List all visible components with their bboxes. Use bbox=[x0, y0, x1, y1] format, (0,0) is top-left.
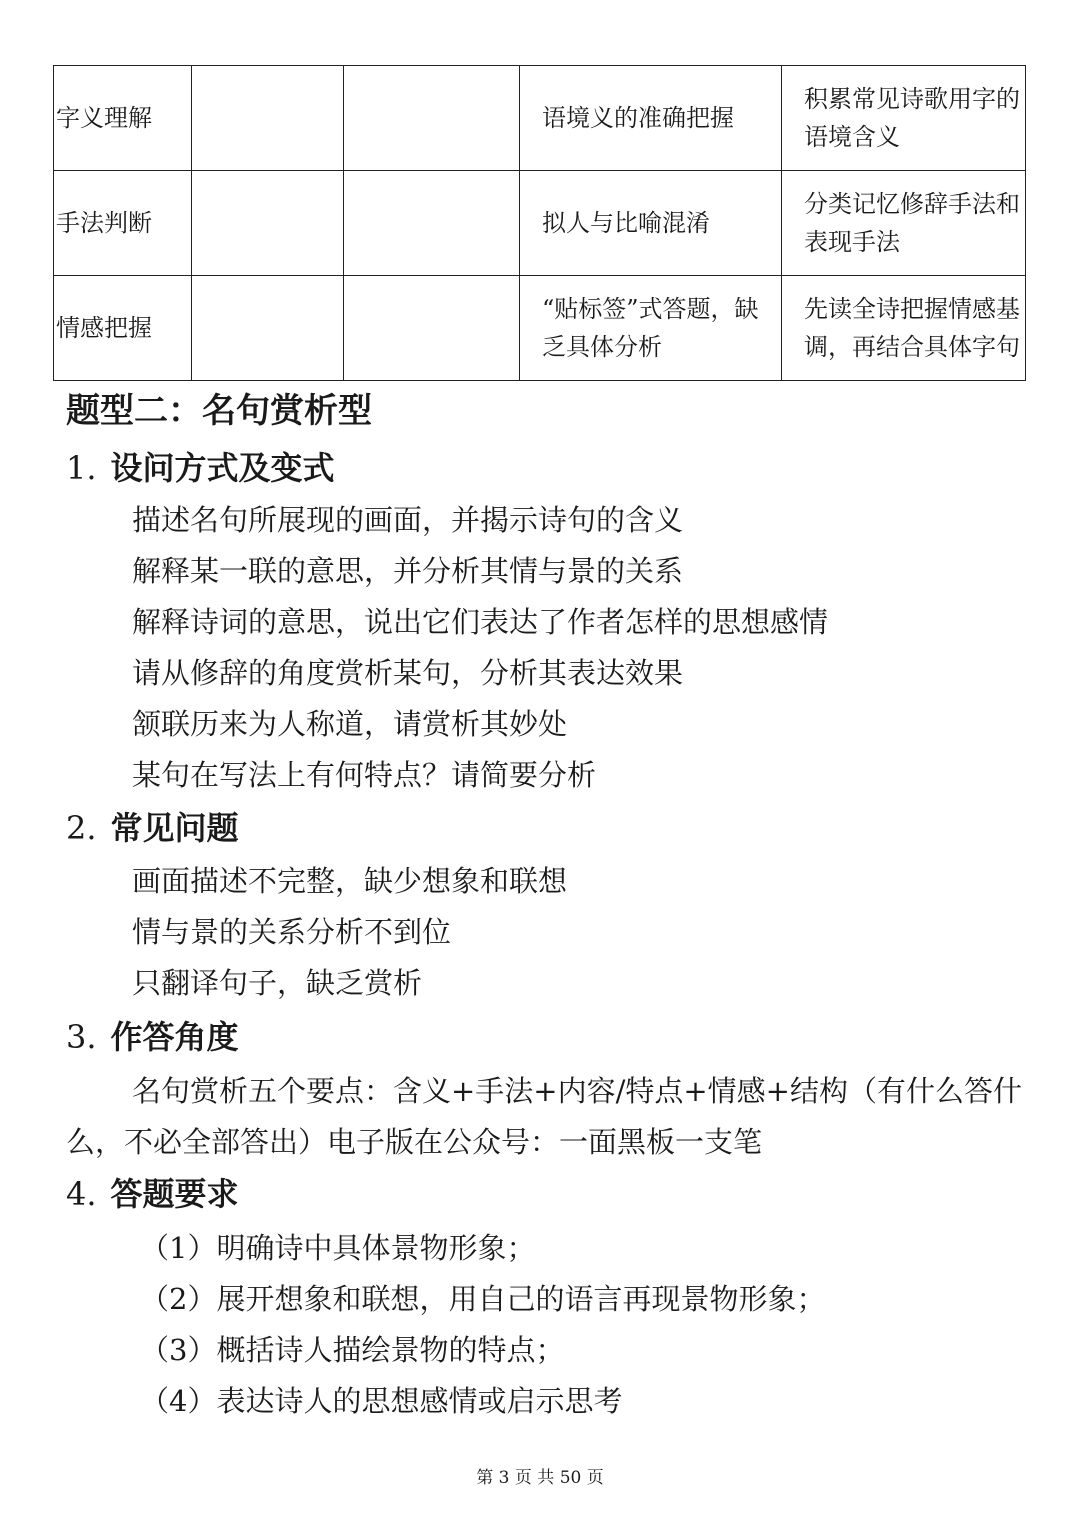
table-cell: 语境义的准确把握 bbox=[520, 66, 782, 171]
table-cell bbox=[192, 276, 344, 381]
section-heading bbox=[66, 1172, 239, 1216]
list-item: （3）概括诗人描绘景物的特点； bbox=[140, 1333, 565, 1367]
list-item: （2）展开想象和联想，用自己的语言再现景物形象； bbox=[140, 1282, 826, 1316]
table-cell: 情感把握 bbox=[54, 276, 192, 381]
paragraph: 名句赏析五个要点：含义+手法+内容/特点+情感+结构（有什么答什么，不必全部答出）电子版在公众号：一面黑板一支笔 bbox=[66, 1074, 1022, 1159]
list-item: 画面描述不完整，缺少想象和联想 bbox=[132, 864, 568, 898]
table-row bbox=[54, 171, 1026, 276]
section-heading bbox=[66, 446, 335, 490]
section-title: 作答角度 bbox=[110, 1018, 239, 1056]
list-item: 解释某一联的意思，并分析其情与景的关系 bbox=[132, 554, 684, 588]
table-cell: 字义理解 bbox=[54, 66, 192, 171]
list-item: （4）表达诗人的思想感情或启示思考 bbox=[140, 1384, 623, 1418]
section-heading bbox=[66, 806, 239, 850]
section-title: 常见问题 bbox=[110, 809, 239, 847]
page-heading: 题型二：名句赏析型 bbox=[66, 391, 372, 431]
list-item: 颔联历来为人称道，请赏析其妙处 bbox=[132, 707, 568, 741]
list-item: （1）明确诗中具体景物形象； bbox=[140, 1231, 536, 1265]
table-row bbox=[54, 276, 1026, 381]
summary-table bbox=[53, 65, 1026, 381]
section-number: 2. bbox=[66, 809, 97, 847]
section-title: 设问方式及变式 bbox=[110, 449, 335, 487]
table-row bbox=[54, 66, 1026, 171]
list-item: 情与景的关系分析不到位 bbox=[132, 915, 452, 949]
table-cell: 拟人与比喻混淆 bbox=[520, 171, 782, 276]
table-cell: “贴标签”式答题，缺乏具体分析 bbox=[520, 276, 782, 381]
section-title: 答题要求 bbox=[110, 1175, 239, 1213]
section-number: 4. bbox=[66, 1175, 97, 1213]
page-number: 第 3 页 共 50 页 bbox=[476, 1468, 604, 1488]
table-cell bbox=[344, 171, 520, 276]
table-cell: 手法判断 bbox=[54, 171, 192, 276]
table-cell: 积累常见诗歌用字的语境含义 bbox=[782, 66, 1026, 171]
table-cell bbox=[344, 276, 520, 381]
section-number: 1. bbox=[66, 449, 97, 487]
table-cell bbox=[344, 66, 520, 171]
list-item: 解释诗词的意思，说出它们表达了作者怎样的思想感情 bbox=[132, 605, 829, 639]
section-heading bbox=[66, 1015, 239, 1059]
table-cell bbox=[192, 66, 344, 171]
list-item: 描述名句所展现的画面，并揭示诗句的含义 bbox=[132, 503, 684, 537]
table-cell: 分类记忆修辞手法和表现手法 bbox=[782, 171, 1026, 276]
list-item: 请从修辞的角度赏析某句，分析其表达效果 bbox=[132, 656, 684, 690]
list-item: 某句在写法上有何特点？请简要分析 bbox=[132, 758, 597, 792]
section-number: 3. bbox=[66, 1018, 97, 1056]
table-cell bbox=[192, 171, 344, 276]
table-cell: 先读全诗把握情感基调，再结合具体字句 bbox=[782, 276, 1026, 381]
list-item: 只翻译句子，缺乏赏析 bbox=[132, 966, 423, 1000]
